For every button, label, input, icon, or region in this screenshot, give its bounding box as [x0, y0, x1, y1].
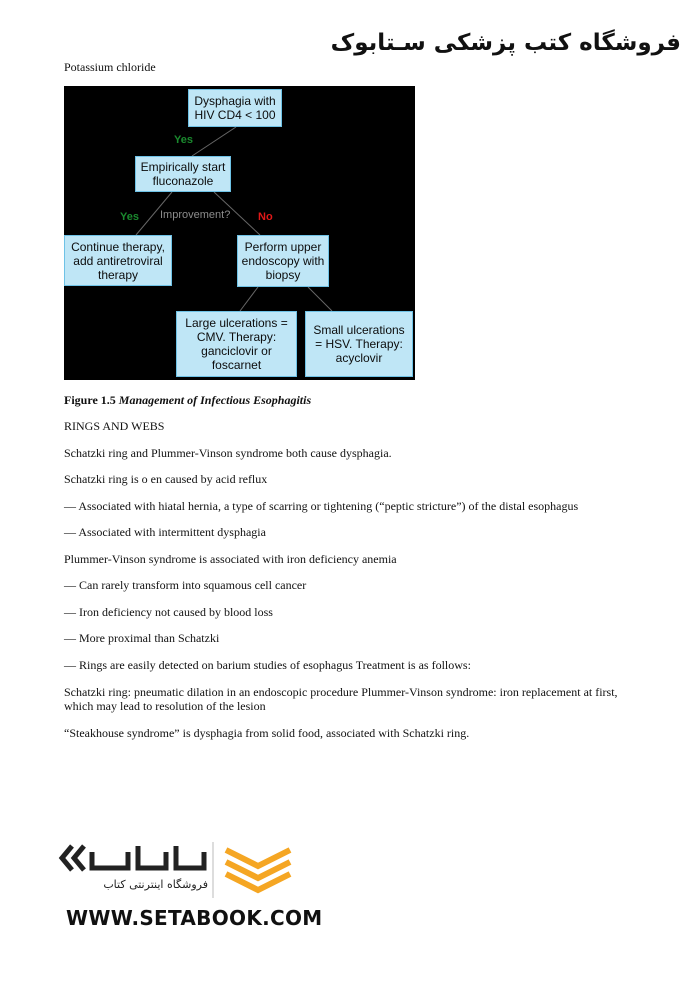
paragraph-9: — Rings are easily detected on barium studies of esophagus Treatment is as follows: [64, 658, 471, 672]
label-improvement-question: Improvement? [160, 209, 231, 221]
paragraph-11: “Steakhouse syndrome” is dysphagia from solid food, associated with Schatzki ring. [64, 726, 470, 740]
paragraph-4: — Associated with intermittent dysphagia [64, 525, 266, 539]
chevron-icon [74, 846, 84, 870]
logo-tagline: فروشگاه اینترنتی کتاب [103, 878, 208, 891]
paragraph-1: Schatzki ring and Plummer-Vinson syndrome both cause dysphagia. [64, 446, 392, 460]
paragraph-10: Schatzki ring: pneumatic dilation in an endoscopic procedure Plummer-Vinson syndrome: iron replacement at first, which may lead to resolution of the lesion [64, 685, 618, 713]
top-line-text: Potassium chloride [64, 60, 156, 74]
chevron-icon [62, 846, 72, 870]
website-url: WWW.SETABOOK.COM [66, 906, 323, 930]
flowchart-figure [64, 86, 415, 380]
label-no: No [258, 211, 273, 223]
paragraph-8: — More proximal than Schatzki [64, 631, 220, 645]
label-yes-2: Yes [120, 211, 139, 223]
node-dysphagia-hiv: Dysphagia with HIV CD4 < 100 [188, 89, 282, 127]
paragraph-7: — Iron deficiency not caused by blood loss [64, 605, 273, 619]
node-start-fluconazole: Empirically start fluconazole [135, 156, 231, 192]
wordmark-shape [92, 846, 204, 868]
book-mark-icon [226, 850, 290, 890]
paragraph-6: — Can rarely transform into squamous cell cancer [64, 578, 307, 592]
node-upper-endoscopy: Perform upper endoscopy with biopsy [237, 235, 329, 287]
caption-prefix: Figure 1.5 [64, 393, 116, 407]
figure-caption [64, 393, 634, 407]
connector-5 [308, 287, 332, 311]
logo-graphic [58, 838, 298, 902]
section-heading: RINGS AND WEBS [64, 419, 165, 433]
store-banner-title: فروشگاه کتب پزشکی سـتابوک [330, 30, 681, 56]
paragraph-3: — Associated with hiatal hernia, a type of scarring or tightening (“peptic stricture”) of the distal esophagus [64, 499, 579, 513]
paragraph-2: Schatzki ring is o en caused by acid reflux [64, 472, 268, 486]
connector-1 [192, 127, 236, 156]
connector-4 [240, 287, 258, 311]
paragraph-5: Plummer-Vinson syndrome is associated with iron deficiency anemia [64, 552, 397, 566]
node-small-ulcerations: Small ulcerations = HSV. Therapy: acyclovir [305, 311, 413, 377]
node-large-ulcerations: Large ulcerations = CMV. Therapy: ganciclovir or foscarnet [176, 311, 297, 377]
label-yes-1: Yes [174, 134, 193, 146]
caption-title: Management of Infectious Esophagitis [118, 393, 312, 407]
node-continue-therapy: Continue therapy, add antiretroviral therapy [64, 235, 172, 286]
